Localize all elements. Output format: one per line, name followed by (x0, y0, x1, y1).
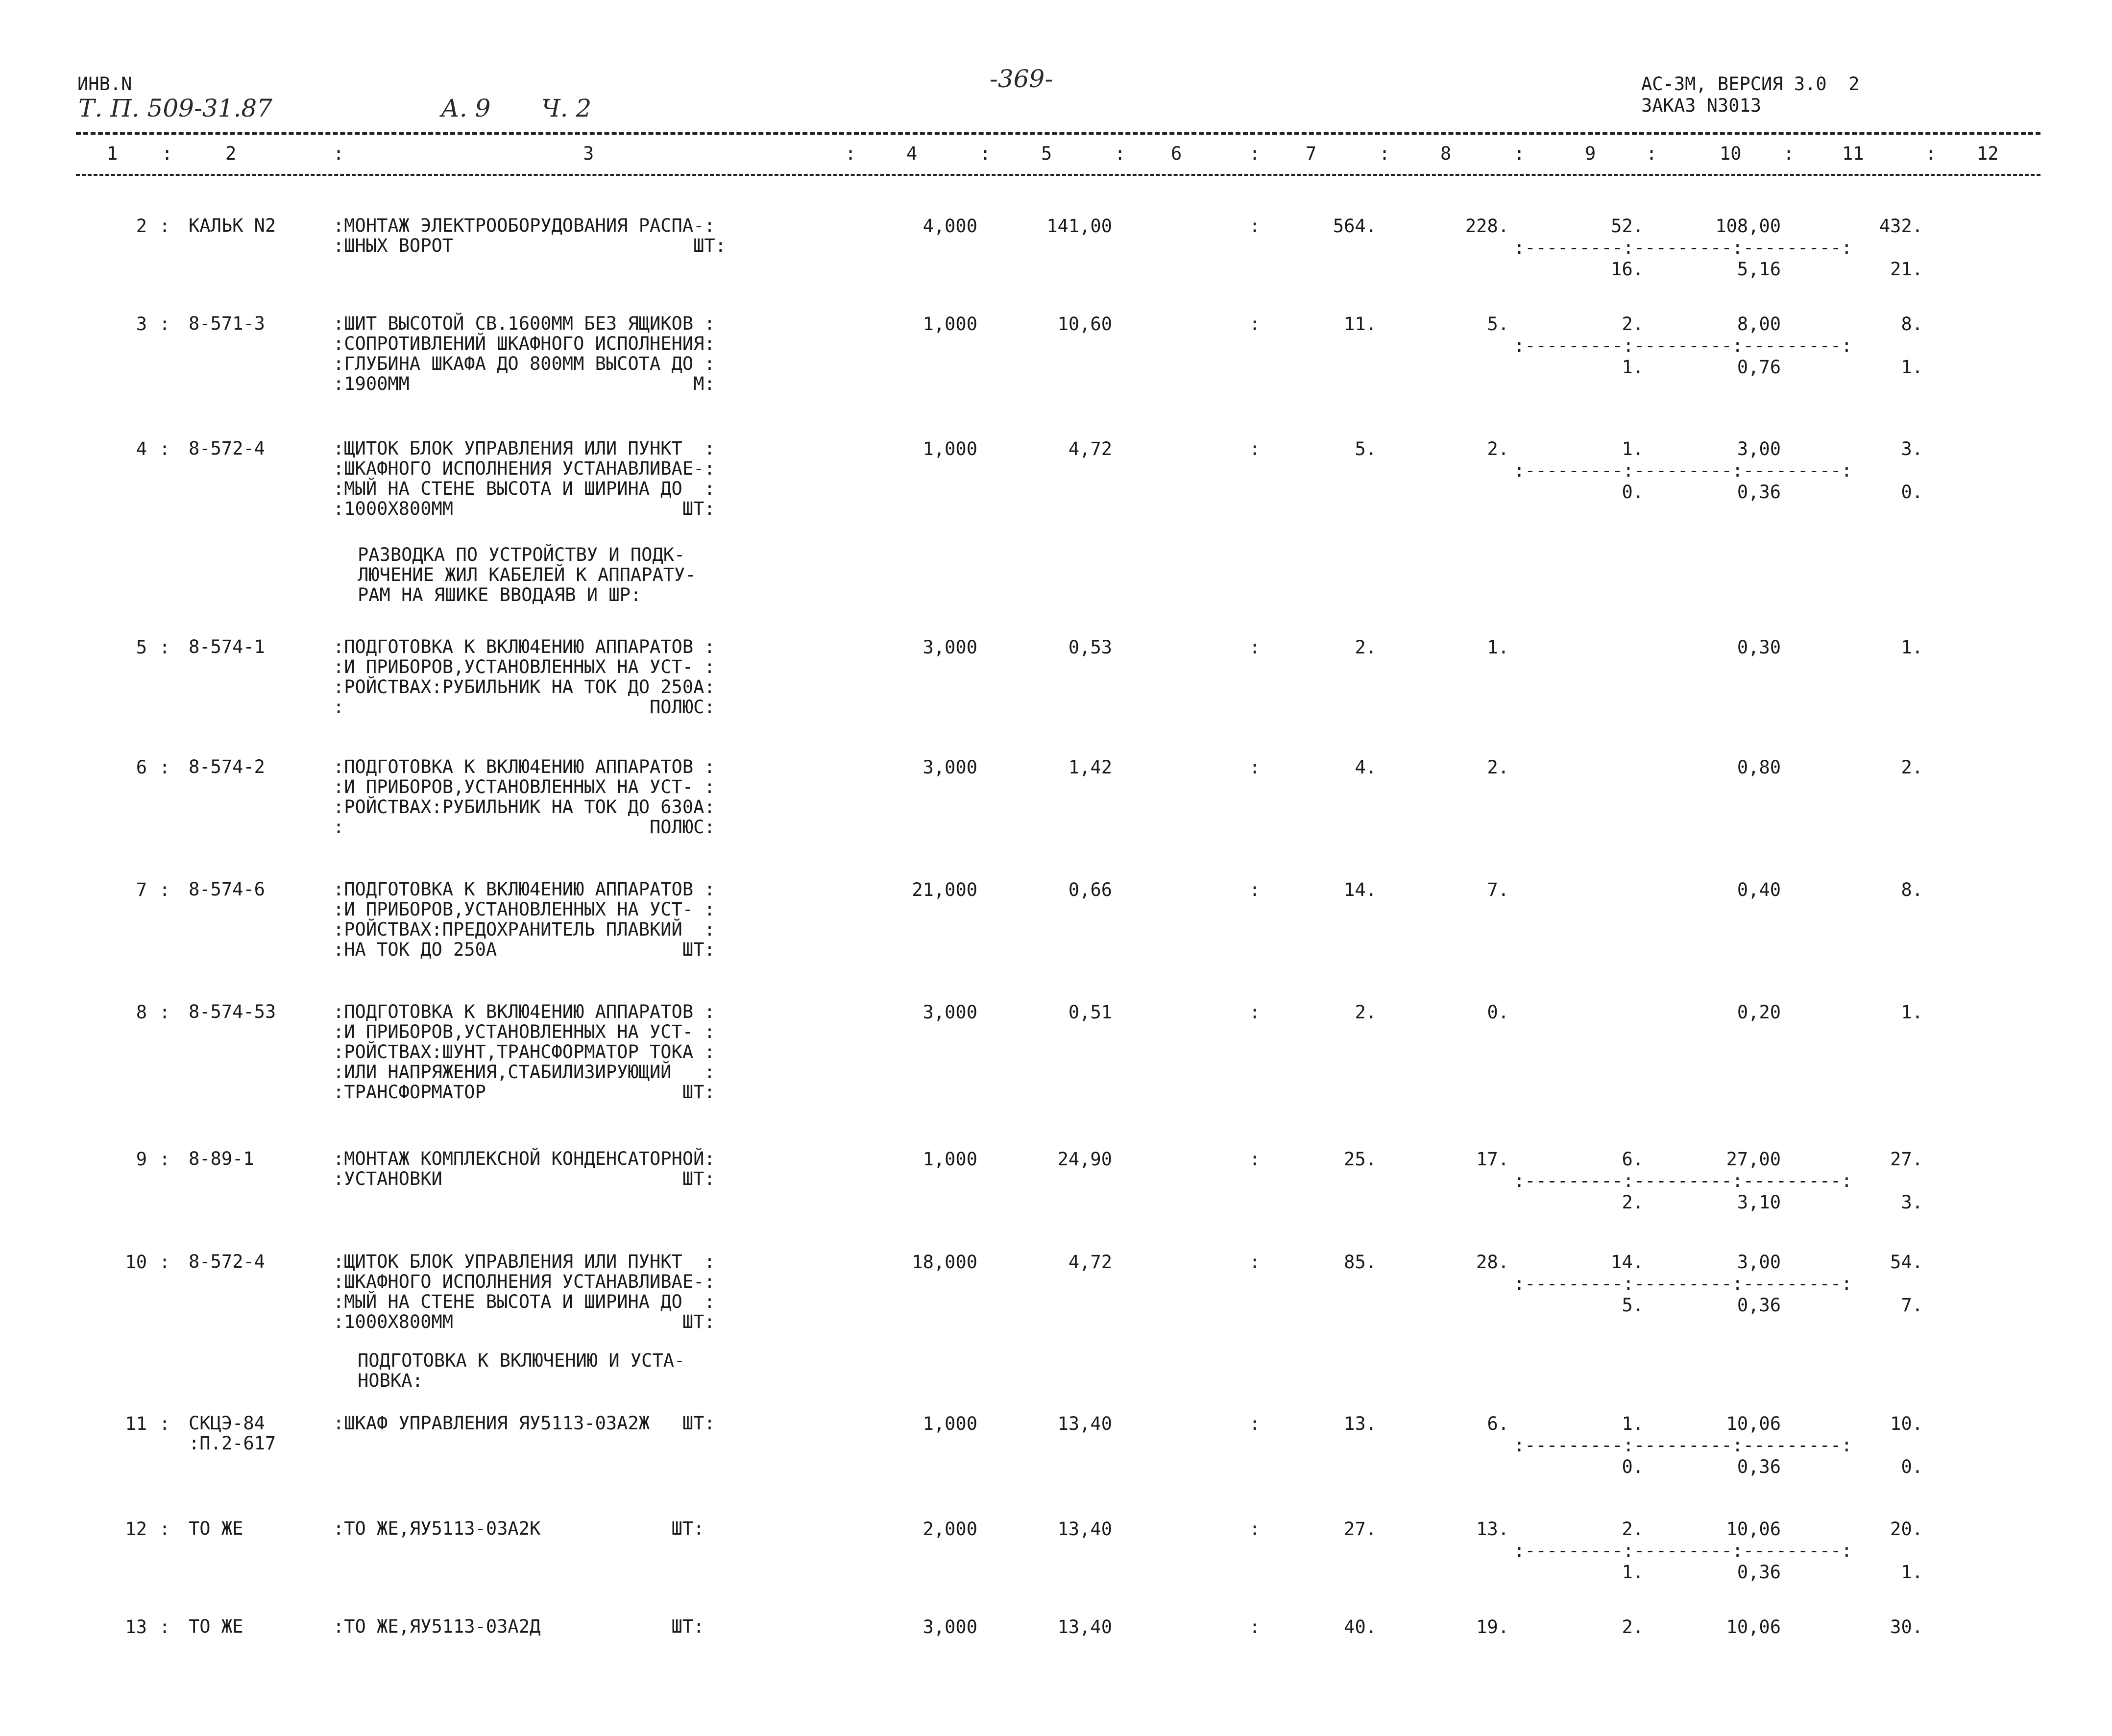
cost-wages: 7. (1487, 879, 1509, 900)
labor-unit: 0,80 (1737, 757, 1781, 778)
inventory-label: ИНВ.N (77, 73, 132, 95)
project-code: Т. П. 509-31.87 (78, 94, 272, 122)
cost-wages: 17. (1476, 1149, 1509, 1170)
cost-wages: 2. (1487, 438, 1509, 459)
rate-code: ТО ЖЕ (189, 1518, 243, 1539)
cost-machines: 2. (1622, 1519, 1644, 1540)
quantity: 1,000 (922, 1413, 977, 1434)
colon-separator: : (159, 757, 170, 778)
labor-total: 3. (1901, 438, 1923, 459)
labor-unit: 0,30 (1737, 637, 1781, 658)
column-separator: : (1249, 143, 1261, 164)
colon-separator: : (159, 438, 170, 459)
colon-separator: : (1249, 1519, 1261, 1540)
column-number: 6 (1171, 143, 1182, 164)
row-number: 8 (136, 1002, 147, 1023)
work-description: :ТО ЖЕ,ЯУ5113-03А2Д ШТ: (333, 1616, 704, 1637)
colon-separator: : (1249, 637, 1261, 658)
quantity: 4,000 (922, 216, 977, 237)
column-separator: : (1925, 143, 1937, 164)
header-rule-bottom (76, 174, 2040, 176)
unit-price: 1,42 (1068, 757, 1112, 778)
column-separator: : (1646, 143, 1657, 164)
column-number: 3 (583, 143, 594, 164)
unit-price: 13,40 (1057, 1519, 1112, 1540)
quantity: 1,000 (922, 1149, 977, 1170)
column-separator: : (162, 143, 173, 164)
row-number: 9 (136, 1149, 147, 1170)
row-number: 2 (136, 216, 147, 237)
cost-total: 27. (1344, 1519, 1377, 1540)
cost-wages: 0. (1487, 1002, 1509, 1023)
subtotal-rule: :---------:---------:---------: (1514, 1435, 1852, 1456)
cost-machines-wages: 1. (1622, 357, 1644, 378)
row-number: 13 (125, 1616, 147, 1638)
row-number: 5 (136, 637, 147, 658)
colon-separator: : (1249, 216, 1261, 237)
column-separator: : (980, 143, 991, 164)
cost-machines: 2. (1622, 1616, 1644, 1638)
cost-total: 2. (1355, 637, 1377, 658)
labor-unit: 108,00 (1715, 216, 1781, 237)
unit-price: 0,51 (1068, 1002, 1112, 1023)
quantity: 3,000 (922, 637, 977, 658)
subtotal-rule: :---------:---------:---------: (1514, 1170, 1852, 1191)
cost-total: 14. (1344, 879, 1377, 900)
rate-code: 8-572-4 (189, 438, 265, 459)
cost-wages: 228. (1465, 216, 1509, 237)
subtotal-rule: :---------:---------:---------: (1514, 1540, 1852, 1561)
rate-code: КАЛЬК N2 (189, 215, 276, 236)
work-description: :ШИТ ВЫСОТОЙ СВ.1600ММ БЕЗ ЯЩИКОВ : :СОПРОТИВЛЕНИЙ ШКАФНОГО ИСПОЛНЕНИЯ: :ГЛУБИНА ШКАФА ДО 800ММ ВЫСОТА ДО : :1900ММ М: (333, 313, 715, 394)
quantity: 1,000 (922, 313, 977, 335)
labor-unit-machines: 0,36 (1737, 1295, 1781, 1316)
labor-unit: 0,40 (1737, 879, 1781, 900)
rate-code: 8-574-6 (189, 879, 265, 900)
rate-code: СКЦЭ-84 :П.2-617 (189, 1413, 276, 1454)
cost-machines-wages: 1. (1622, 1562, 1644, 1583)
column-number: 1 (107, 143, 118, 164)
quantity: 21,000 (912, 879, 977, 900)
labor-total: 54. (1890, 1252, 1923, 1273)
cost-wages: 2. (1487, 757, 1509, 778)
work-description: :ЩИТОК БЛОК УПРАВЛЕНИЯ ИЛИ ПУНКТ : :ШКАФНОГО ИСПОЛНЕНИЯ УСТАНАВЛИВАЕ-: :МЫЙ НА СТЕНЕ ВЫСОТА И ШИРИНА ДО : :1000Х800ММ ШТ: (333, 438, 715, 519)
row-number: 7 (136, 879, 147, 900)
colon-separator: : (159, 1002, 170, 1023)
column-number: 7 (1306, 143, 1317, 164)
labor-unit: 3,00 (1737, 1252, 1781, 1273)
quantity: 3,000 (922, 1002, 977, 1023)
cost-machines-wages: 0. (1622, 482, 1644, 503)
column-number: 5 (1041, 143, 1052, 164)
row-number: 10 (125, 1252, 147, 1273)
row-number: 4 (136, 438, 147, 459)
labor-unit-machines: 3,10 (1737, 1192, 1781, 1213)
colon-separator: : (159, 1519, 170, 1540)
album-number: А. 9 (441, 94, 491, 122)
colon-separator: : (159, 313, 170, 335)
cost-machines: 14. (1611, 1252, 1644, 1273)
quantity: 1,000 (922, 438, 977, 459)
colon-separator: : (159, 216, 170, 237)
rate-code: 8-572-4 (189, 1251, 265, 1272)
cost-wages: 28. (1476, 1252, 1509, 1273)
unit-price: 10,60 (1057, 313, 1112, 335)
cost-total: 5. (1355, 438, 1377, 459)
colon-separator: : (159, 879, 170, 900)
labor-total: 27. (1890, 1149, 1923, 1170)
cost-machines: 52. (1611, 216, 1644, 237)
column-separator: : (1115, 143, 1126, 164)
quantity: 18,000 (912, 1252, 977, 1273)
page-number: -369- (990, 65, 1053, 93)
cost-total: 25. (1344, 1149, 1377, 1170)
cost-total: 2. (1355, 1002, 1377, 1023)
labor-total-machines: 21. (1890, 259, 1923, 280)
labor-unit-machines: 0,36 (1737, 1562, 1781, 1583)
labor-unit-machines: 5,16 (1737, 259, 1781, 280)
part-number: Ч. 2 (541, 94, 592, 122)
colon-separator: : (1249, 1413, 1261, 1434)
quantity: 3,000 (922, 1616, 977, 1638)
work-description: :ШКАФ УПРАВЛЕНИЯ ЯУ5113-03А2Ж ШТ: (333, 1413, 715, 1434)
cost-machines-wages: 2. (1622, 1192, 1644, 1213)
labor-unit: 10,06 (1726, 1616, 1781, 1638)
labor-total-machines: 3. (1901, 1192, 1923, 1213)
row-number: 6 (136, 757, 147, 778)
labor-total-machines: 1. (1901, 1562, 1923, 1583)
cost-total: 11. (1344, 313, 1377, 335)
cost-machines: 1. (1622, 1413, 1644, 1434)
column-number: 8 (1440, 143, 1452, 164)
subtotal-rule: :---------:---------:---------: (1514, 1273, 1852, 1294)
rate-code: ТО ЖЕ (189, 1616, 243, 1637)
labor-total: 20. (1890, 1519, 1923, 1540)
labor-total: 10. (1890, 1413, 1923, 1434)
labor-total: 432. (1879, 216, 1923, 237)
column-number: 10 (1720, 143, 1742, 164)
work-description: :ПОДГОТОВКА К ВКЛЮ4ЕНИЮ АППАРАТОВ : :И ПРИБОРОВ,УСТАНОВЛЕННЫХ НА УСТ- : :РОЙСТВАХ:ПРЕДОХРАНИТЕЛЬ ПЛАВКИЙ : :НА ТОК ДО 250А ШТ: (333, 879, 715, 960)
colon-separator: : (159, 1413, 170, 1434)
work-description: :ПОДГОТОВКА К ВКЛЮ4ЕНИЮ АППАРАТОВ : :И ПРИБОРОВ,УСТАНОВЛЕННЫХ НА УСТ- : :РОЙСТВАХ:РУБИЛЬНИК НА ТОК ДО 630А: : ПОЛЮС: (333, 756, 715, 838)
labor-total: 1. (1901, 1002, 1923, 1023)
cost-wages: 19. (1476, 1616, 1509, 1638)
rate-code: 8-574-1 (189, 636, 265, 657)
cost-wages: 13. (1476, 1519, 1509, 1540)
subtotal-rule: :---------:---------:---------: (1514, 460, 1852, 481)
cost-wages: 1. (1487, 637, 1509, 658)
cost-wages: 6. (1487, 1413, 1509, 1434)
section-note-prep: ПОДГОТОВКА К ВКЛЮЧЕНИЮ И УСТА- НОВКА: (358, 1350, 685, 1391)
work-description: :ПОДГОТОВКА К ВКЛЮ4ЕНИЮ АППАРАТОВ : :И ПРИБОРОВ,УСТАНОВЛЕННЫХ НА УСТ- : :РОЙСТВАХ:ШУНТ,ТРАНСФОРМАТОР ТОКА : :ИЛИ НАПРЯЖЕНИЯ,СТАБИЛИЗИРУЮЩИЙ : :ТРАНСФОРМАТОР ШТ: (333, 1001, 715, 1103)
column-number: 12 (1977, 143, 1999, 164)
unit-price: 4,72 (1068, 1252, 1112, 1273)
labor-unit-machines: 0,36 (1737, 482, 1781, 503)
work-description: :МОНТАЖ ЭЛЕКТРООБОРУДОВАНИЯ РАСПА-: :ШНЫХ ВОРОТ ШТ: (333, 215, 726, 256)
labor-total-machines: 7. (1901, 1295, 1923, 1316)
work-description: :ТО ЖЕ,ЯУ5113-03А2К ШТ: (333, 1518, 704, 1539)
unit-price: 13,40 (1057, 1616, 1112, 1638)
subtotal-rule: :---------:---------:---------: (1514, 237, 1852, 258)
labor-total: 1. (1901, 637, 1923, 658)
work-description: :ЩИТОК БЛОК УПРАВЛЕНИЯ ИЛИ ПУНКТ : :ШКАФНОГО ИСПОЛНЕНИЯ УСТАНАВЛИВАЕ-: :МЫЙ НА СТЕНЕ ВЫСОТА И ШИРИНА ДО : :1000Х800ММ ШТ: (333, 1251, 715, 1332)
labor-unit: 10,06 (1726, 1413, 1781, 1434)
unit-price: 24,90 (1057, 1149, 1112, 1170)
colon-separator: : (159, 1149, 170, 1170)
cost-wages: 5. (1487, 313, 1509, 335)
rate-code: 8-574-2 (189, 756, 265, 777)
column-number: 4 (906, 143, 918, 164)
labor-unit-machines: 0,36 (1737, 1456, 1781, 1477)
unit-price: 0,66 (1068, 879, 1112, 900)
colon-separator: : (159, 637, 170, 658)
labor-total-machines: 0. (1901, 1456, 1923, 1477)
labor-total: 8. (1901, 313, 1923, 335)
row-number: 11 (125, 1413, 147, 1434)
colon-separator: : (1249, 313, 1261, 335)
column-number: 9 (1585, 143, 1596, 164)
work-description: :ПОДГОТОВКА К ВКЛЮ4ЕНИЮ АППАРАТОВ : :И ПРИБОРОВ,УСТАНОВЛЕННЫХ НА УСТ- : :РОЙСТВАХ:РУБИЛЬНИК НА ТОК ДО 250А: : ПОЛЮС: (333, 636, 715, 718)
labor-total-machines: 1. (1901, 357, 1923, 378)
cost-machines-wages: 0. (1622, 1456, 1644, 1477)
cost-total: 4. (1355, 757, 1377, 778)
column-separator: : (333, 143, 344, 164)
labor-unit: 27,00 (1726, 1149, 1781, 1170)
labor-unit-machines: 0,76 (1737, 357, 1781, 378)
rate-code: 8-574-53 (189, 1001, 276, 1022)
colon-separator: : (1249, 879, 1261, 900)
column-number: 11 (1842, 143, 1864, 164)
work-description: :МОНТАЖ КОМПЛЕКСНОЙ КОНДЕНСАТОРНОЙ: :УСТАНОВКИ ШТ: (333, 1148, 715, 1189)
labor-total: 8. (1901, 879, 1923, 900)
colon-separator: : (1249, 1002, 1261, 1023)
rate-code: 8-89-1 (189, 1148, 254, 1169)
header-rule-top (76, 132, 2040, 135)
column-separator: : (1783, 143, 1795, 164)
column-separator: : (1514, 143, 1525, 164)
cost-total: 13. (1344, 1413, 1377, 1434)
cost-total: 85. (1344, 1252, 1377, 1273)
colon-separator: : (1249, 1149, 1261, 1170)
labor-total: 30. (1890, 1616, 1923, 1638)
cost-machines: 1. (1622, 438, 1644, 459)
unit-price: 13,40 (1057, 1413, 1112, 1434)
system-version: АС-3М, ВЕРСИЯ 3.0 2 (1641, 73, 1860, 95)
cost-total: 40. (1344, 1616, 1377, 1638)
labor-unit: 8,00 (1737, 313, 1781, 335)
labor-total: 2. (1901, 757, 1923, 778)
colon-separator: : (1249, 1252, 1261, 1273)
colon-separator: : (159, 1252, 170, 1273)
cost-machines-wages: 16. (1611, 259, 1644, 280)
column-number: 2 (225, 143, 237, 164)
quantity: 3,000 (922, 757, 977, 778)
row-number: 3 (136, 313, 147, 335)
section-note-wiring: РАЗВОДКА ПО УСТРОЙСТВУ И ПОДК- ЛЮЧЕНИЕ ЖИЛ КАБЕЛЕЙ К АППАРАТУ- РАМ НА ЯШИКЕ ВВОДАЯВ И ШР: (358, 544, 696, 605)
order-number: ЗАКАЗ N3013 (1641, 95, 1762, 116)
labor-unit: 3,00 (1737, 438, 1781, 459)
colon-separator: : (1249, 1616, 1261, 1638)
colon-separator: : (1249, 438, 1261, 459)
column-separator: : (1379, 143, 1390, 164)
rate-code: 8-571-3 (189, 313, 265, 334)
quantity: 2,000 (922, 1519, 977, 1540)
colon-separator: : (1249, 757, 1261, 778)
cost-machines: 2. (1622, 313, 1644, 335)
labor-total-machines: 0. (1901, 482, 1923, 503)
unit-price: 0,53 (1068, 637, 1112, 658)
row-number: 12 (125, 1519, 147, 1540)
labor-unit: 10,06 (1726, 1519, 1781, 1540)
subtotal-rule: :---------:---------:---------: (1514, 335, 1852, 356)
column-separator: : (845, 143, 856, 164)
cost-machines-wages: 5. (1622, 1295, 1644, 1316)
cost-machines: 6. (1622, 1149, 1644, 1170)
unit-price: 4,72 (1068, 438, 1112, 459)
colon-separator: : (159, 1616, 170, 1638)
cost-total: 564. (1333, 216, 1377, 237)
labor-unit: 0,20 (1737, 1002, 1781, 1023)
unit-price: 141,00 (1046, 216, 1112, 237)
